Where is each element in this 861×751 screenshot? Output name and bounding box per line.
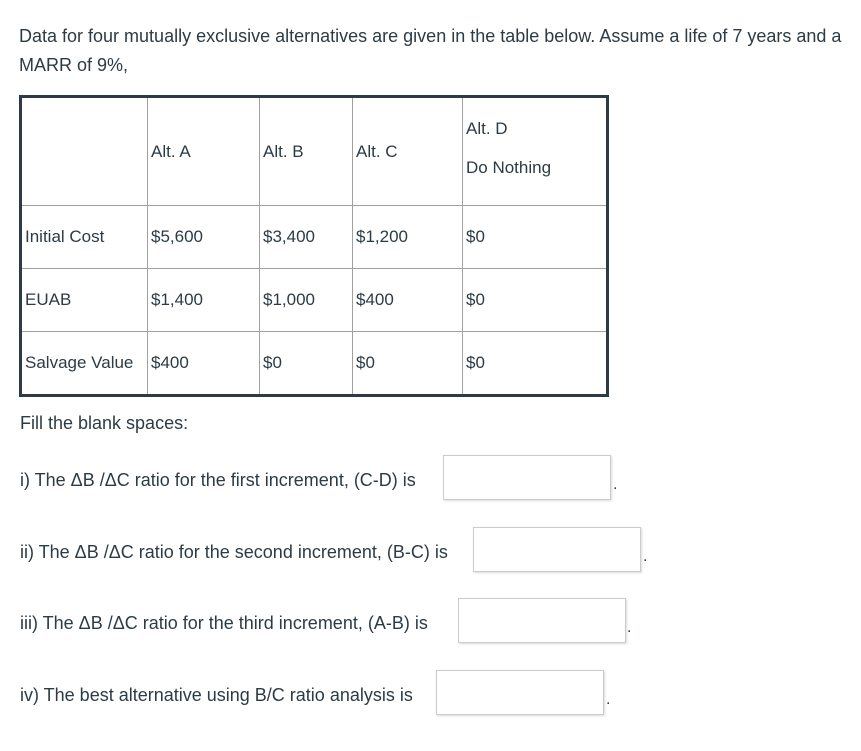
table-cell: $0 xyxy=(353,332,463,396)
header-alt-b: Alt. B xyxy=(260,97,353,206)
row-label: Initial Cost xyxy=(21,206,148,269)
table-cell: $400 xyxy=(353,269,463,332)
answer-input-4[interactable] xyxy=(436,670,604,715)
table-header-row xyxy=(21,97,608,206)
table-cell: $0 xyxy=(463,332,608,396)
table-cell: $5,600 xyxy=(148,206,260,269)
table-cell: $1,000 xyxy=(260,269,353,332)
table-cell: $1,400 xyxy=(148,269,260,332)
header-cell-empty xyxy=(21,97,148,206)
answer-input-3[interactable] xyxy=(458,598,626,643)
table-row-euab xyxy=(21,269,608,332)
answer-input-1[interactable] xyxy=(443,455,611,500)
table-row-salvage-value xyxy=(21,332,608,396)
alternatives-table xyxy=(19,95,609,397)
answer-2-period: . xyxy=(643,548,648,565)
header-alt-c: Alt. C xyxy=(353,97,463,206)
fill-instruction: Fill the blank spaces: xyxy=(20,413,189,433)
header-alt-a: Alt. A xyxy=(148,97,260,206)
table-row-initial-cost xyxy=(21,206,608,269)
table-cell: $400 xyxy=(148,332,260,396)
table-cell: $3,400 xyxy=(260,206,353,269)
problem-statement: Data for four mutually exclusive alternatives are given in the table below. Assume a life of 7 years and a MARR of 9%, xyxy=(19,26,842,75)
question-2-text: ii) The ΔB /ΔC ratio for the second increment, (B-C) is xyxy=(20,542,448,562)
answer-4-period: . xyxy=(606,691,611,708)
row-label: Salvage Value xyxy=(21,332,148,396)
answer-input-2[interactable] xyxy=(473,527,641,572)
table-cell: $0 xyxy=(463,269,608,332)
question-4-text: iv) The best alternative using B/C ratio analysis is xyxy=(20,685,413,705)
table-cell: $0 xyxy=(260,332,353,396)
answer-3-period: . xyxy=(627,619,632,636)
table-cell: $0 xyxy=(463,206,608,269)
row-label: EUAB xyxy=(21,269,148,332)
table-cell: $1,200 xyxy=(353,206,463,269)
question-1-text: i) The ΔB /ΔC ratio for the first increment, (C-D) is xyxy=(20,470,416,490)
header-alt-d xyxy=(463,97,608,206)
question-3-text: iii) The ΔB /ΔC ratio for the third increment, (A-B) is xyxy=(20,613,428,633)
answer-1-period: . xyxy=(613,476,618,493)
header-alt-d-title: Alt. D xyxy=(466,119,508,138)
header-alt-d-subtitle: Do Nothing xyxy=(466,158,552,177)
